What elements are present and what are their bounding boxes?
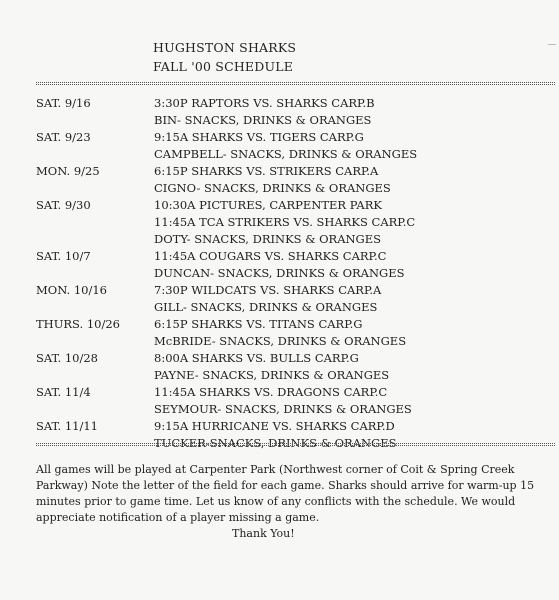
game-detail: 6:15P SHARKS VS. STRIKERS CARP.A [154, 164, 379, 178]
game-detail: 11:45A COUGARS VS. SHARKS CARP.C [154, 249, 387, 263]
bottom-divider [36, 443, 555, 444]
schedule-entry [36, 198, 555, 249]
schedule-title: FALL '00 SCHEDULE [153, 59, 294, 74]
corner-mark [548, 44, 556, 45]
game-date: MON. 9/25 [36, 164, 100, 178]
schedule-entry [36, 249, 555, 283]
event-detail: 10:30A PICTURES, CARPENTER PARK [154, 198, 382, 212]
snack-assignment: TUCKER-SNACKS, DRINKS & ORANGES [154, 436, 397, 450]
snack-assignment: SEYMOUR- SNACKS, DRINKS & ORANGES [154, 402, 412, 416]
game-detail: 9:15A SHARKS VS. TIGERS CARP.G [154, 130, 364, 144]
game-detail: 11:45A TCA STRIKERS VS. SHARKS CARP.C [154, 215, 416, 229]
bottom-divider-second [36, 445, 555, 446]
top-divider-second [36, 84, 555, 85]
snack-assignment: CIGNO- SNACKS, DRINKS & ORANGES [154, 181, 391, 195]
schedule-list [36, 96, 555, 453]
game-date: SAT. 10/28 [36, 351, 98, 365]
schedule-entry [36, 317, 555, 351]
game-date: SAT. 11/4 [36, 385, 91, 399]
thank-you-text: Thank You! [232, 527, 295, 540]
game-date: SAT. 10/7 [36, 249, 91, 263]
game-detail: 7:30P WILDCATS VS. SHARKS CARP.A [154, 283, 382, 297]
game-date: SAT. 9/30 [36, 198, 91, 212]
game-detail: 11:45A SHARKS VS. DRAGONS CARP.C [154, 385, 388, 399]
game-date: SAT. 9/16 [36, 96, 91, 110]
snack-assignment: DOTY- SNACKS, DRINKS & ORANGES [154, 232, 382, 246]
snack-assignment: GILL- SNACKS, DRINKS & ORANGES [154, 300, 378, 314]
schedule-note: All games will be played at Carpenter Park (Northwest corner of Coit & Spring Creek Parkway) Note the letter of the field for each game. Sharks should arrive for warm-up 15 minutes prior to game time. Let us know of any conflicts with the schedule. We would appreciate notification of a player missing a game. [36, 463, 535, 524]
snack-assignment: BIN- SNACKS, DRINKS & ORANGES [154, 113, 372, 127]
snack-assignment: PAYNE- SNACKS, DRINKS & ORANGES [154, 368, 390, 382]
schedule-entry [36, 130, 555, 164]
game-date: THURS. 10/26 [36, 317, 120, 331]
game-date: SAT. 9/23 [36, 130, 91, 144]
game-detail: 6:15P SHARKS VS. TITANS CARP.G [154, 317, 363, 331]
team-title: HUGHSTON SHARKS [153, 40, 297, 55]
schedule-entry [36, 96, 555, 130]
game-detail: 9:15A HURRICANE VS. SHARKS CARP.D [154, 419, 395, 433]
schedule-entry [36, 385, 555, 419]
game-date: MON. 10/16 [36, 283, 107, 297]
schedule-entry [36, 283, 555, 317]
game-detail: 8:00A SHARKS VS. BULLS CARP.G [154, 351, 359, 365]
snack-assignment: DUNCAN- SNACKS, DRINKS & ORANGES [154, 266, 405, 280]
game-date: SAT. 11/11 [36, 419, 98, 433]
schedule-entry [36, 351, 555, 385]
schedule-entry [36, 164, 555, 198]
snack-assignment: McBRIDE- SNACKS, DRINKS & ORANGES [154, 334, 407, 348]
top-divider [36, 82, 555, 83]
schedule-entry [36, 419, 555, 453]
snack-assignment: CAMPBELL- SNACKS, DRINKS & ORANGES [154, 147, 418, 161]
game-detail: 3:30P RAPTORS VS. SHARKS CARP.B [154, 96, 375, 110]
